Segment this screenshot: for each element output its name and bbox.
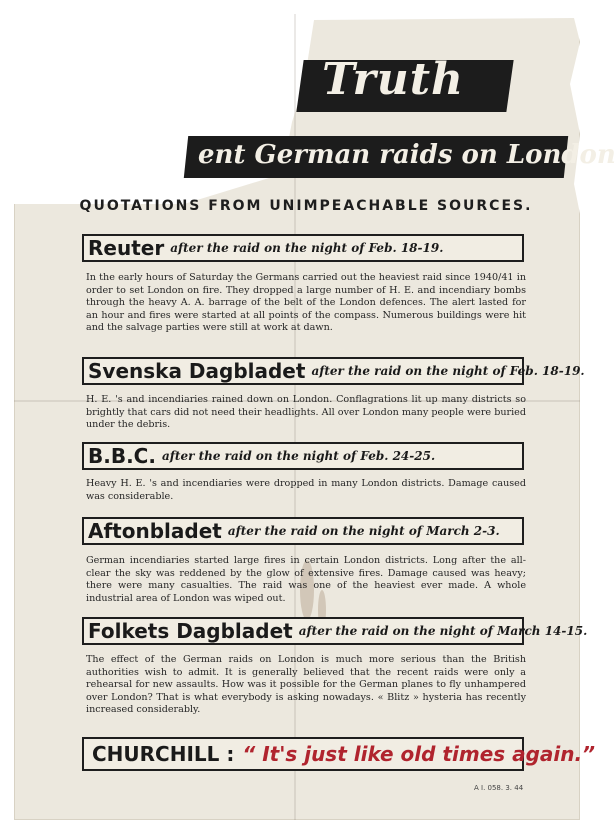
subtitle-fragment: ent German raids on London <box>198 140 616 170</box>
print-code: A I. 058. 3. 44 <box>474 784 524 792</box>
source-quote: The effect of the German raids on London is much more serious than the British authorities wish to admit. It is generally believed that the recent raids were only a rehearsal for new assaults. How was it possible for the German planes to fly unhampered over London? That is what everybody is asking nowadays. « Blitz » hysteria has recently increased considerably. <box>86 654 526 716</box>
source-header-svenska-dagbladet <box>82 357 585 385</box>
source-name: Svenska Dagbladet <box>88 359 306 383</box>
source-date: after the raid on the night of March 2-3. <box>227 524 500 538</box>
source-quote: In the early hours of Saturday the Germans carried out the heaviest raid since 1940/41 in order to set London on fire. They dropped a large number of H. E. and incendiary bombs through the heavy A. A. barrage of the belt of the London defences. The alert lasted for an hour and fires were started at all points of the compass. Numerous buildings were hit and the salvage parties were still at work at dawn. <box>86 272 526 334</box>
closing-quote: “ It's just like old times again.” <box>242 742 596 766</box>
source-date: after the raid on the night of March 14-15. <box>298 624 588 638</box>
source-name: Folkets Dagbladet <box>88 619 293 643</box>
source-date: after the raid on the night of Feb. 18-19. <box>170 241 444 255</box>
source-header-bbc <box>82 442 524 470</box>
source-quote: Heavy H. E. 's and incendiaries were dropped in many London districts. Damage caused was considerable. <box>86 478 526 502</box>
source-date: after the raid on the night of Feb. 24-25. <box>161 449 436 463</box>
source-date: after the raid on the night of Feb. 18-19. <box>311 364 585 378</box>
closing-quote-box <box>82 737 596 771</box>
source-name: Aftonbladet <box>88 519 222 543</box>
title-fragment: Truth <box>322 54 465 105</box>
source-header-reuter <box>82 234 524 262</box>
source-header-aftonbladet <box>82 517 524 545</box>
source-quote: H. E. 's and incendiaries rained down on London. Conflagrations lit up many districts so brightly that cars did not need their headlights. All over London many people were buried under the debris. <box>86 394 526 431</box>
source-header-folkets-dagbladet <box>82 617 588 645</box>
source-name: Reuter <box>88 236 165 260</box>
source-name: B.B.C. <box>88 444 156 468</box>
quotations-heading: QUOTATIONS FROM UNIMPEACHABLE SOURCES. <box>79 198 533 214</box>
source-quote: German incendiaries started large fires in certain London districts. Long after the all-clear the sky was reddened by the glow of extensive fires. Damage caused was heavy; there were many casualties. The raid was one of the heaviest ever made. A whole industrial area of London was wiped out. <box>86 555 526 604</box>
closing-speaker: CHURCHILL : <box>92 742 235 766</box>
